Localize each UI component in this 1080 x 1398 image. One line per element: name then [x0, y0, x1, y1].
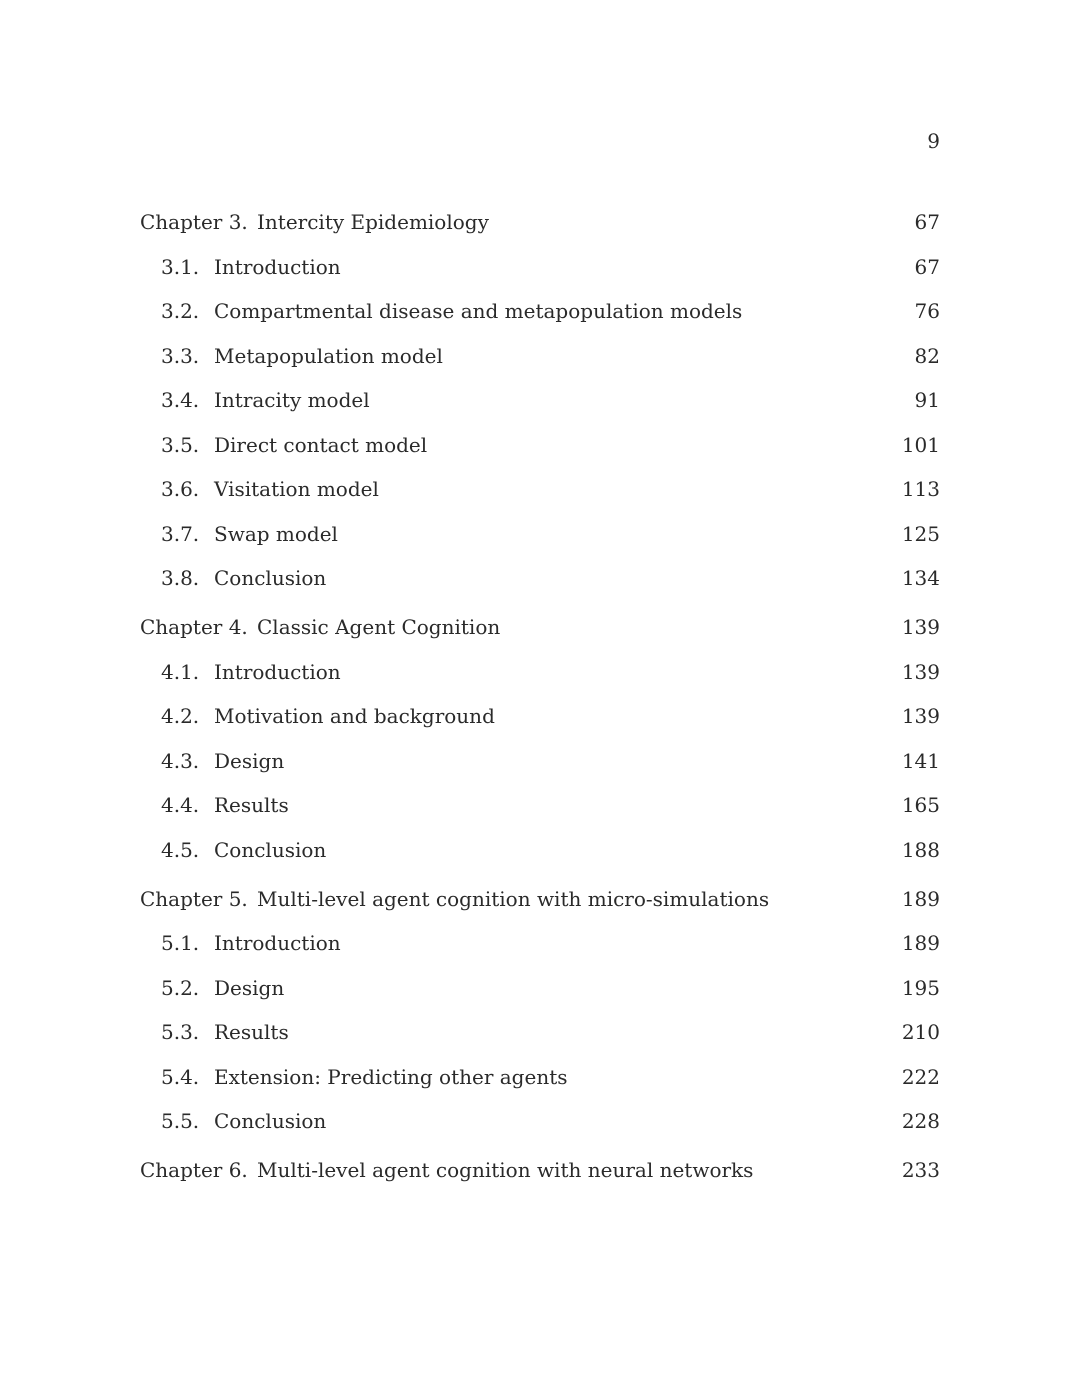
- chapter-title: Classic Agent Cognition: [257, 615, 501, 639]
- section-number: 4.1.: [161, 659, 200, 684]
- section-title: Extension: Predicting other agents: [214, 1064, 568, 1089]
- chapter-label: Chapter 3.: [140, 210, 248, 234]
- section-page-number: 91: [914, 388, 940, 412]
- section-title: Results: [214, 1020, 289, 1044]
- section-page-number: 67: [914, 254, 940, 279]
- section-number: 3.4.: [161, 388, 200, 412]
- section-title: Direct contact model: [214, 432, 428, 457]
- section-title: Conclusion: [214, 566, 327, 590]
- section-number: 3.8.: [161, 566, 200, 590]
- chapter-title: Intercity Epidemiology: [257, 210, 489, 234]
- section-page-number: 139: [901, 704, 940, 728]
- section-title: Intracity model: [214, 388, 370, 412]
- section-page-number: 195: [901, 975, 940, 1000]
- chapter-entry[interactable]: [140, 886, 940, 912]
- section-page-number: 141: [901, 748, 940, 773]
- chapter-page-number: 139: [901, 615, 940, 639]
- section-number: 4.4.: [161, 793, 200, 817]
- section-number: 4.5.: [161, 837, 200, 862]
- section-number: 5.2.: [161, 975, 200, 1000]
- section-entry[interactable]: [140, 254, 940, 280]
- section-entry[interactable]: [140, 343, 940, 369]
- section-entry[interactable]: [140, 659, 940, 685]
- section-page-number: 188: [901, 837, 940, 862]
- section-entry[interactable]: [140, 1064, 940, 1090]
- section-number: 5.1.: [161, 931, 200, 955]
- table-of-contents: [140, 209, 940, 1206]
- chapter-label: Chapter 5.: [140, 886, 248, 911]
- section-title: Swap model: [214, 521, 338, 546]
- chapter-group: [140, 209, 940, 591]
- section-title: Compartmental disease and metapopulation models: [214, 299, 743, 323]
- section-page-number: 113: [901, 477, 940, 501]
- section-page-number: 189: [901, 931, 940, 955]
- section-number: 3.2.: [161, 299, 200, 323]
- section-page-number: 82: [914, 343, 940, 368]
- section-entry[interactable]: [140, 521, 940, 547]
- section-entry[interactable]: [140, 1019, 940, 1045]
- section-number: 3.5.: [161, 432, 200, 457]
- section-number: 5.5.: [161, 1109, 200, 1133]
- section-entry[interactable]: [140, 387, 940, 413]
- section-title: Conclusion: [214, 837, 327, 862]
- section-title: Design: [214, 748, 285, 773]
- section-title: Design: [214, 975, 285, 1000]
- section-title: Results: [214, 793, 289, 817]
- section-title: Conclusion: [214, 1109, 327, 1133]
- section-entry[interactable]: [140, 930, 940, 956]
- section-title: Introduction: [214, 254, 341, 279]
- chapter-entry[interactable]: [140, 209, 940, 235]
- section-page-number: 76: [914, 299, 940, 323]
- section-page-number: 210: [901, 1020, 940, 1044]
- section-title: Metapopulation model: [214, 343, 443, 368]
- chapter-group: [140, 1157, 940, 1183]
- chapter-title: Multi-level agent cognition with neural networks: [257, 1158, 754, 1182]
- section-page-number: 125: [901, 521, 940, 546]
- section-number: 3.1.: [161, 254, 200, 279]
- chapter-page-number: 233: [901, 1158, 940, 1182]
- chapter-label: Chapter 6.: [140, 1158, 248, 1182]
- section-entry[interactable]: [140, 748, 940, 774]
- section-number: 4.2.: [161, 704, 200, 728]
- chapter-group: [140, 886, 940, 1135]
- section-page-number: 228: [901, 1109, 940, 1133]
- section-number: 3.7.: [161, 521, 200, 546]
- chapter-page-number: 189: [901, 886, 940, 911]
- section-number: 4.3.: [161, 748, 200, 773]
- section-number: 3.3.: [161, 343, 200, 368]
- section-page-number: 101: [901, 432, 940, 457]
- section-number: 5.3.: [161, 1020, 200, 1044]
- chapter-title: Multi-level agent cognition with micro-simulations: [257, 886, 770, 911]
- section-entry[interactable]: [140, 565, 940, 591]
- section-page-number: 134: [901, 566, 940, 590]
- section-title: Visitation model: [214, 477, 379, 501]
- chapter-group: [140, 614, 940, 863]
- section-entry[interactable]: [140, 703, 940, 729]
- chapter-entry[interactable]: [140, 1157, 940, 1183]
- section-entry[interactable]: [140, 298, 940, 324]
- chapter-label: Chapter 4.: [140, 615, 248, 639]
- section-entry[interactable]: [140, 432, 940, 458]
- section-page-number: 139: [901, 659, 940, 684]
- section-title: Introduction: [214, 931, 341, 955]
- section-title: Introduction: [214, 659, 341, 684]
- section-entry[interactable]: [140, 837, 940, 863]
- section-title: Motivation and background: [214, 704, 495, 728]
- section-entry[interactable]: [140, 1108, 940, 1134]
- chapter-entry[interactable]: [140, 614, 940, 640]
- section-page-number: 165: [901, 793, 940, 817]
- section-number: 3.6.: [161, 477, 200, 501]
- section-entry[interactable]: [140, 975, 940, 1001]
- page-number: 9: [927, 129, 940, 153]
- section-entry[interactable]: [140, 476, 940, 502]
- section-page-number: 222: [901, 1064, 940, 1089]
- section-number: 5.4.: [161, 1064, 200, 1089]
- section-entry[interactable]: [140, 792, 940, 818]
- chapter-page-number: 67: [914, 210, 940, 234]
